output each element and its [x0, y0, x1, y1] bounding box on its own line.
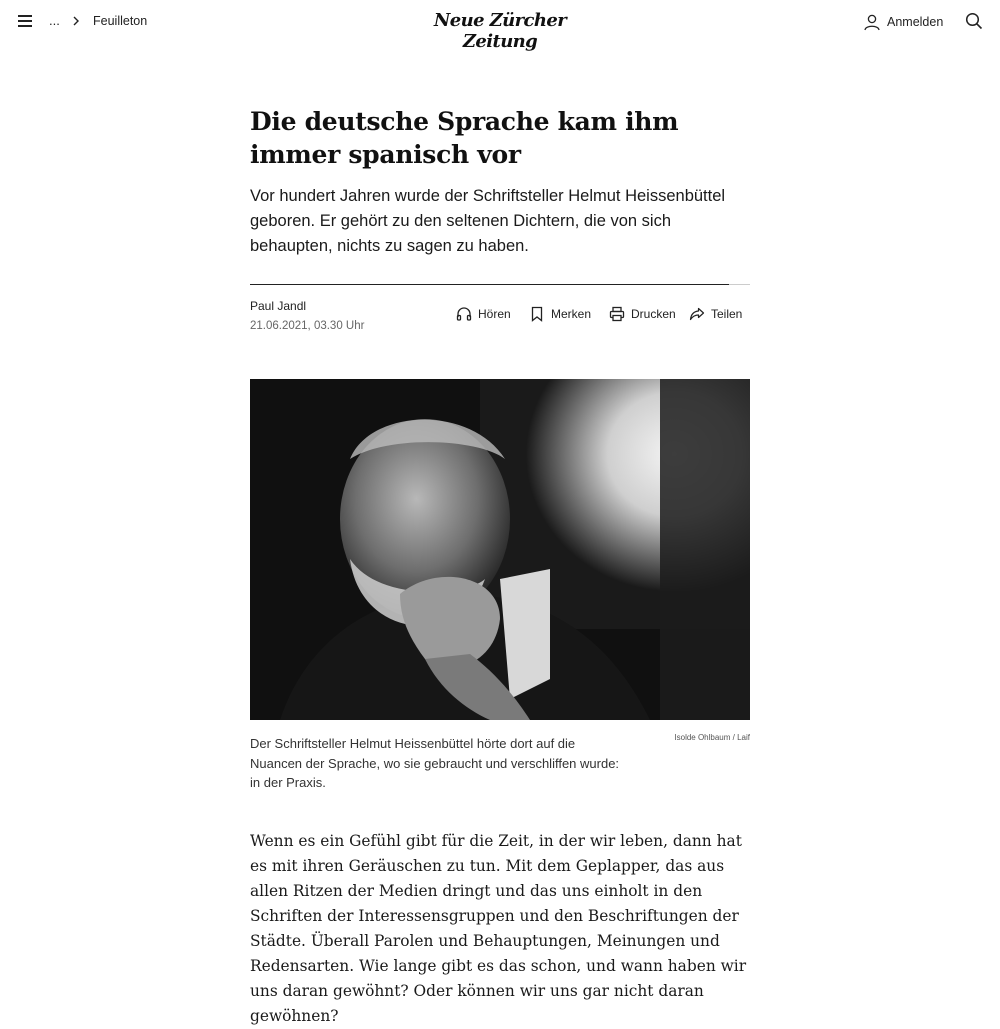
breadcrumb-more[interactable]: ...	[49, 13, 60, 28]
share-icon	[689, 306, 705, 322]
chevron-right-icon	[71, 15, 81, 27]
search-icon[interactable]	[965, 12, 983, 30]
share-button[interactable]	[689, 304, 742, 324]
publish-date: 21.06.2021, 03.30 Uhr	[250, 320, 365, 332]
bookmark-button[interactable]	[529, 304, 591, 324]
bookmark-label: Merken	[551, 307, 592, 321]
login-label: Anmelden	[887, 15, 944, 29]
printer-icon	[609, 306, 625, 322]
listen-label: Hören	[478, 307, 511, 321]
login-button[interactable]	[863, 12, 943, 32]
article-body: Wenn es ein Gefühl gibt für die Zeit, in der wir leben, dann hat es mit ihren Geräuschen zu tun. Mit dem Geplapper, das aus allen Ritzen der Medien dringt und das uns einholt in den Schriften der Interessensgruppen und den Beschriftungen der Städte. Überall Parolen und Behauptungen, Meinungen und Redensarten. Wie lange gibt es das schon, und wann haben wir uns daran gewöhnt? Oder können wir uns gar nicht daran gewöhnen?	[250, 832, 747, 1025]
author-name[interactable]: Paul Jandl	[250, 299, 307, 313]
lead-text: Vor hundert Jahren wurde der Schriftsteller Helmut Heissenbüttel geboren. Er gehört zu den seltenen Dichtern, die von sich behaupten, nichts zu sagen zu haben.	[250, 187, 726, 255]
article-photo	[250, 379, 750, 720]
share-label: Teilen	[711, 307, 743, 321]
portrait-image	[250, 379, 750, 720]
bookmark-icon	[529, 306, 545, 322]
print-button[interactable]	[609, 304, 676, 324]
listen-button[interactable]	[456, 304, 511, 324]
divider	[250, 284, 729, 285]
photo-credit: Isolde Ohlbaum / Laif	[674, 733, 750, 742]
headphones-icon	[456, 306, 472, 322]
print-label: Drucken	[631, 307, 676, 321]
breadcrumb-section[interactable]: Feuilleton	[93, 14, 148, 28]
divider-light	[729, 284, 750, 285]
user-icon	[863, 13, 881, 31]
headline: Die deutsche Sprache kam ihm immer spanisch vor	[250, 107, 679, 169]
logo[interactable]: Neue Zürcher Zeitung	[433, 10, 567, 52]
top-bar	[0, 0, 1000, 52]
photo-caption: Der Schriftsteller Helmut Heissenbüttel hörte dort auf die Nuancen der Sprache, wo sie gebraucht und verschliffen wurde: in der Praxis.	[250, 736, 620, 790]
menu-icon[interactable]	[18, 15, 32, 27]
